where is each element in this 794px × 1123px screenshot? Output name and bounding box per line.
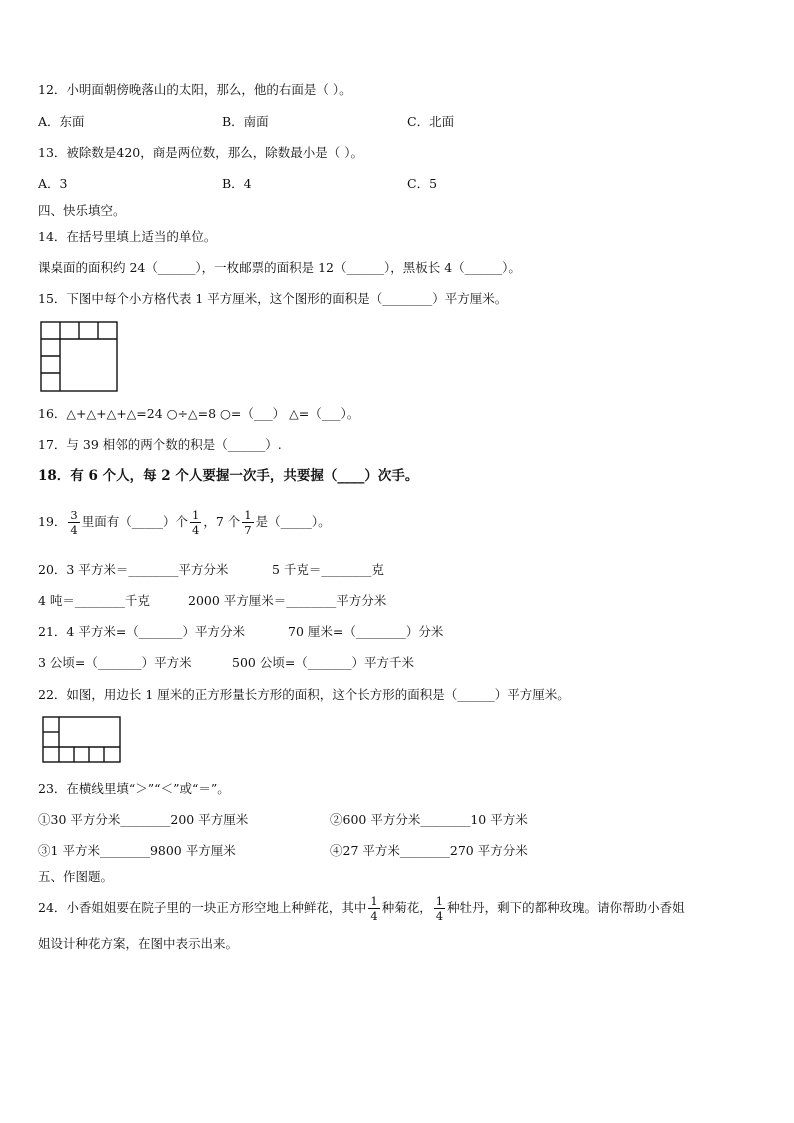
q20-line2-left: 4 吨＝________千克 [38,593,150,608]
q19-fraction-1-7: $\frac{1}{7}$ [244,508,252,537]
q13-option-c: C．5 [407,176,438,191]
q20-line2-right: 2000 平方厘米＝________平方分米 [188,593,387,608]
q14-stem: 14．在括号里填上适当的单位。 [38,229,217,244]
q12-option-c: C．北面 [407,114,455,129]
q22-stem: 22．如图，用边长 1 厘米的正方形量长方形的面积，这个长方形的面积是（______）平方厘米。 [38,687,570,702]
q13-option-b: B．4 [222,176,252,191]
q12-option-b: B．南面 [222,114,269,129]
q24-fraction-peony: $\frac{1}{4}$ [435,894,444,923]
q21-line2-right: 500 公顷=（_______）平方千米 [232,655,415,670]
q12-stem: 12．小明面朝傍晚落山的太阳，那么，他的右面是（ ）。 [38,82,352,97]
q21-line1-left: 21．4 平方米=（_______）平方分米 [38,624,246,639]
q24-line2: 姐设计种花方案，在图中表示出来。 [38,936,239,951]
q24-fraction-chrysanthemum: $\frac{1}{4}$ [370,894,378,923]
q22-rectangle-figure [42,716,122,764]
q18-stem: 18．有 6 个人，每 2 个人要握一次手，共要握（____）次手。 [38,468,419,484]
q23-item-1: ①30 平方分米________200 平方厘米 [38,812,249,827]
q15-stem: 15．下图中每个小方格代表 1 平方厘米，这个图形的面积是（________）平方厘米。 [38,291,508,306]
q17-stem: 17．与 39 相邻的两个数的积是（______）. [38,437,282,452]
q13-option-a: A．3 [38,176,68,191]
q19-fraction-1-4: $\frac{1}{4}$ [192,508,200,537]
q20-line1-left: 20．3 平方米＝________平方分米 [38,562,229,577]
q23-item-4: ④27 平方米________270 平方分米 [330,843,528,858]
q13-stem: 13．被除数是420，商是两位数，那么，除数最小是（ ）。 [38,145,363,160]
q21-line2-left: 3 公顷=（_______）平方米 [38,655,192,670]
q16-stem: 16．△+△+△+△=24 ○÷△=8 ○=（___） △=（___）。 [38,406,360,421]
q12-option-a: A．东面 [38,114,85,129]
q19-fraction-3-4: $\frac{3}{4}$ [70,508,78,537]
q20-line1-right: 5 千克＝________克 [272,562,384,577]
q15-grid-figure [40,321,120,393]
section-5-heading: 五、作图题。 [38,869,114,884]
q23-stem: 23．在横线里填“＞”“＜”或“＝”。 [38,781,230,796]
q14-line: 课桌面的面积约 24（______），一枚邮票的面积是 12（______），黑板长 4（______）。 [38,260,521,275]
section-4-heading: 四、快乐填空。 [38,203,126,218]
q24-line1: 24．小香姐姐要在院子里的一块正方形空地上种鲜花，其中 $\frac{1}{4}$ 种菊花， $\frac{1}{4}$ 种牡丹，剩下的都种玫瑰。请你帮助小香姐 [38,894,685,923]
q23-item-3: ③1 平方米________9800 平方厘米 [38,843,236,858]
q21-line1-right: 70 厘米=（________）分米 [288,624,444,639]
q23-item-2: ②600 平方分米________10 平方米 [330,812,528,827]
q19-line: 19． $\frac{3}{4}$ 里面有（_____）个 $\frac{1}{4}$ ，7 个 $\frac{1}{7}$ 是（_____）。 [38,508,331,537]
q19-number: 19． [38,514,67,529]
